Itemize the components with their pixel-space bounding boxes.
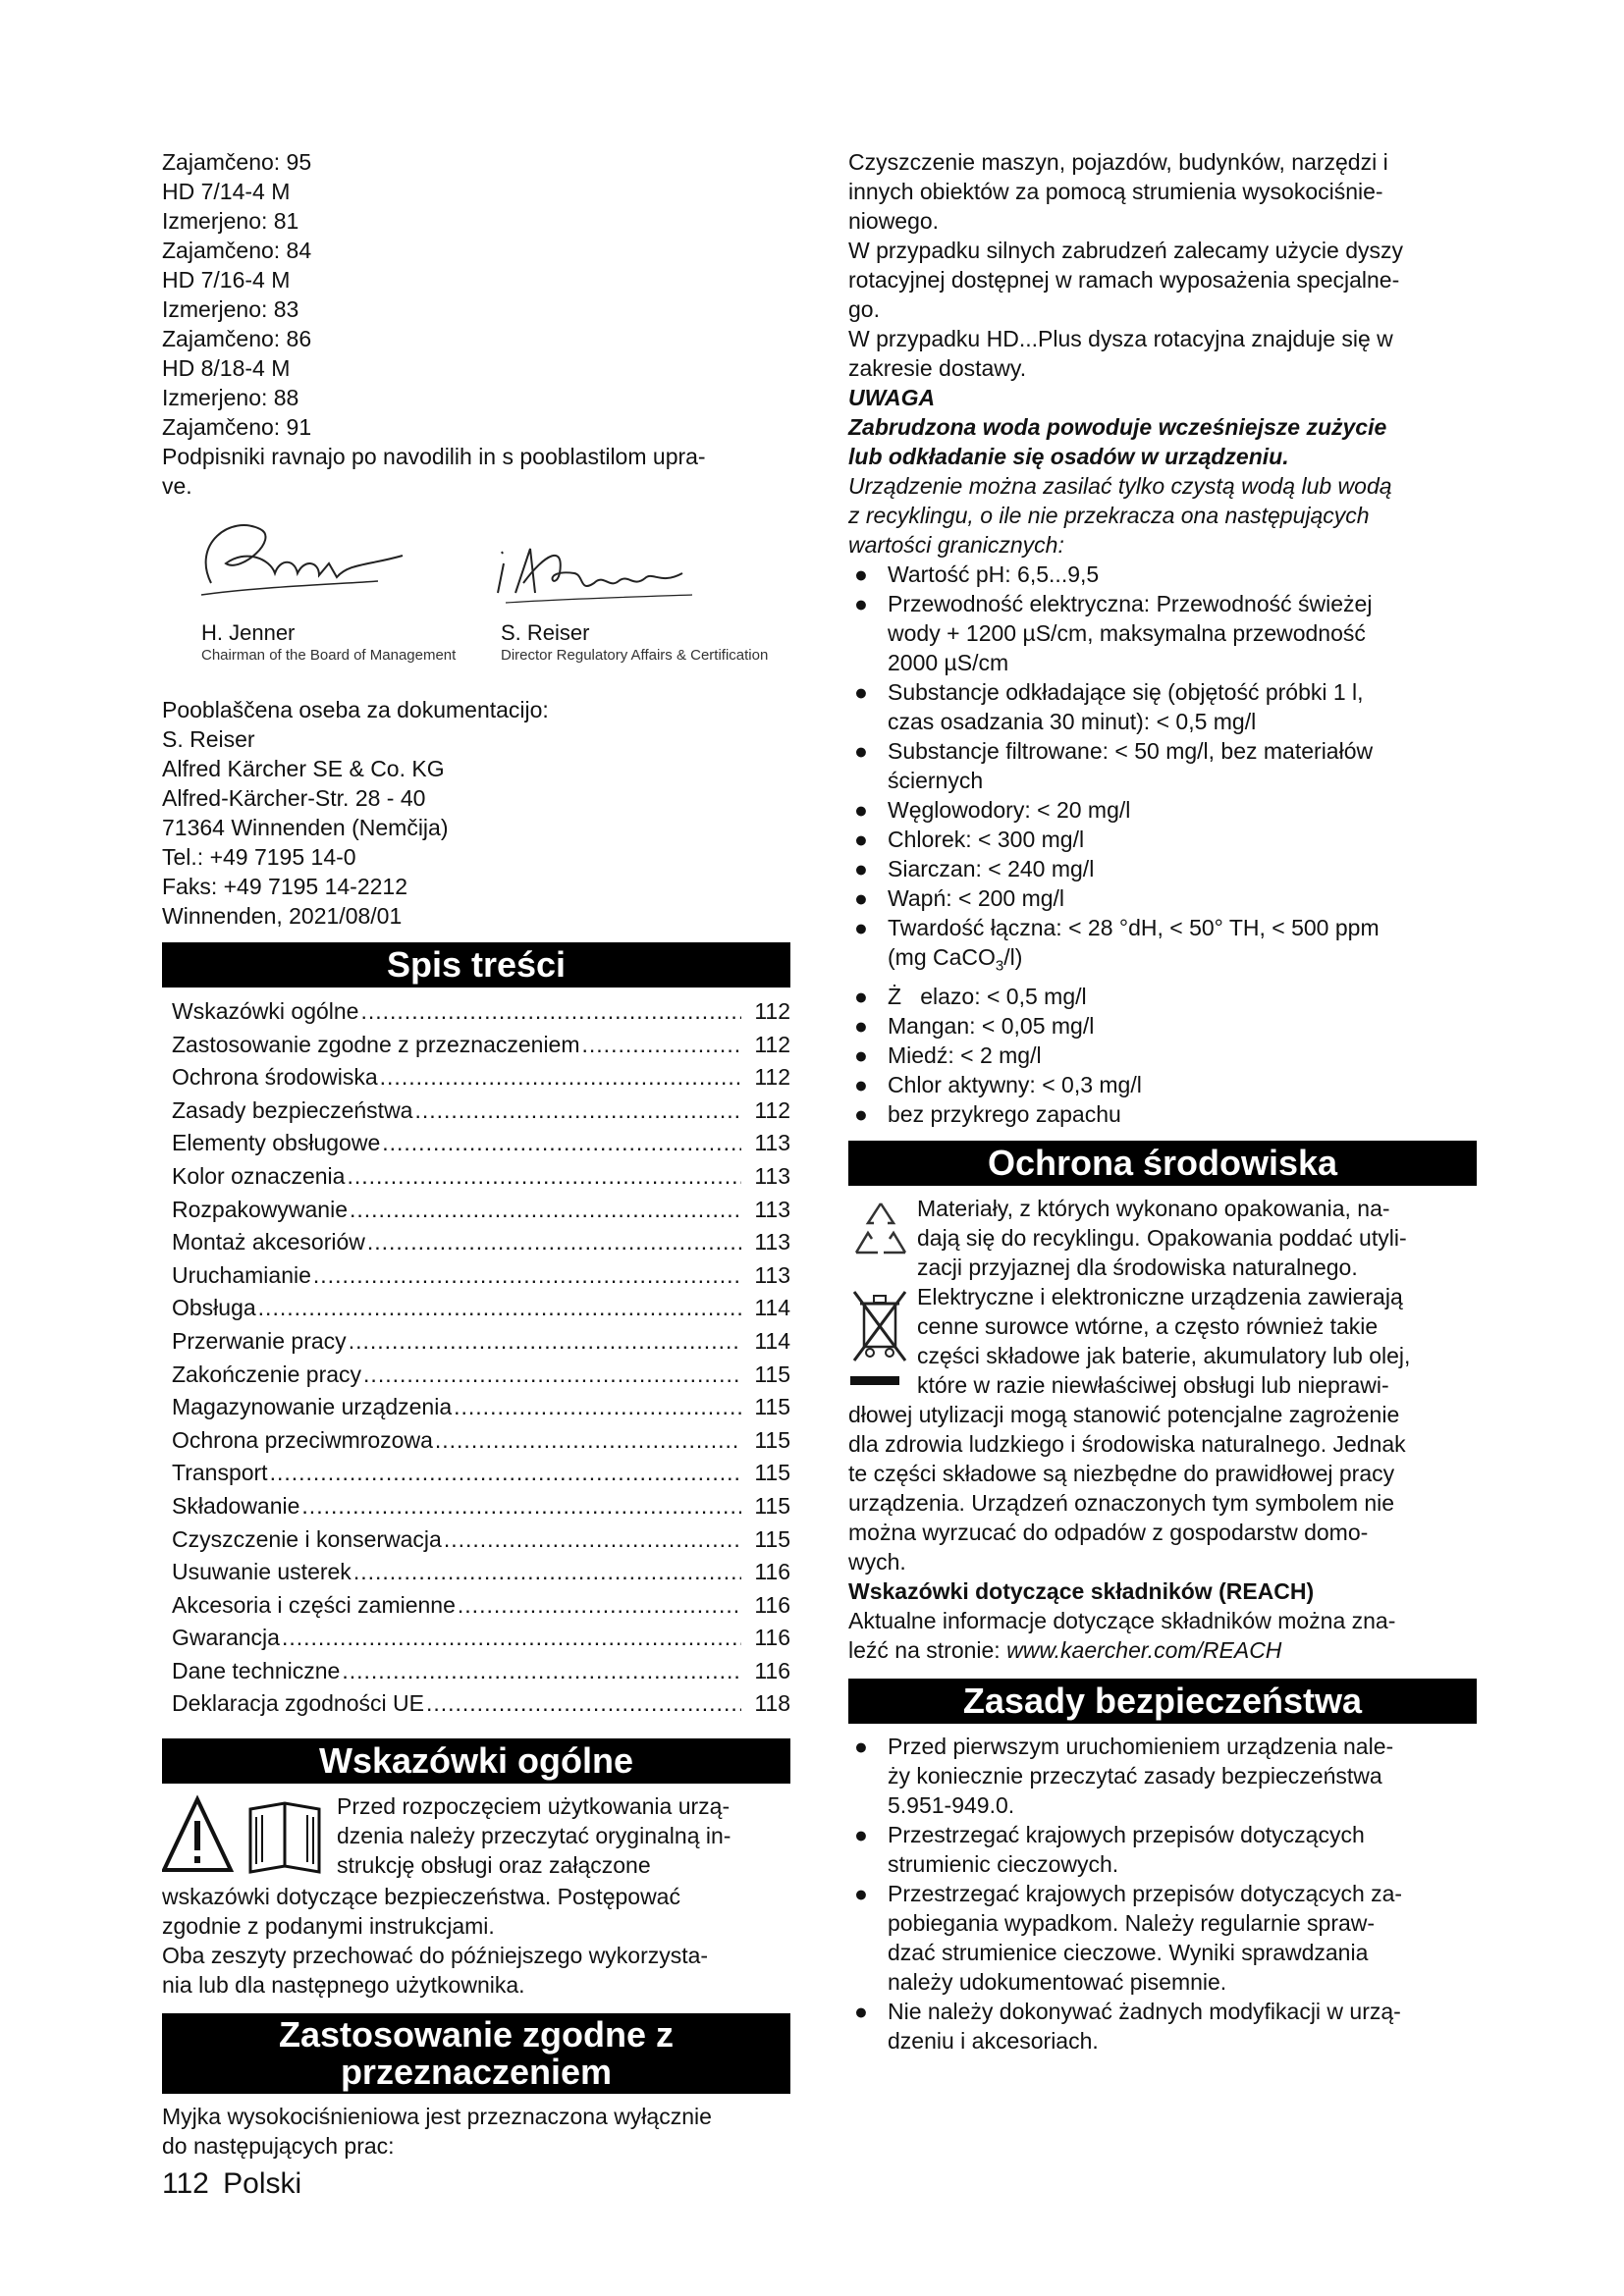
text-line: do następujących prac:	[162, 2133, 395, 2160]
list-item	[848, 913, 1477, 982]
text-line: Aktualne informacje dotyczące składników można zna-	[848, 1607, 1396, 1633]
toc-entry-title: Akcesoria i części zamienne	[172, 1591, 456, 1618]
list-item-text: dzeniu i akcesoriach.	[888, 2027, 1099, 2054]
recycling-text	[913, 1194, 1407, 1282]
toc-entry[interactable]	[162, 1194, 790, 1227]
text-line: strukcję obsługi oraz załączone	[337, 1852, 651, 1879]
toc-entry[interactable]	[162, 1095, 790, 1128]
list-item-text: Przestrzegać krajowych przepisów dotyczących za-	[888, 1880, 1403, 1906]
toc-entry-page: 115	[754, 1525, 790, 1552]
list-item-text: Nie należy dokonywać żadnych modyfikacji w urzą-	[888, 1998, 1401, 2024]
list-item-text: bez przykrego zapachu	[888, 1100, 1121, 1127]
toc-leader	[435, 1424, 741, 1458]
list-item-text: pobiegania wypadkom. Należy regularnie spraw-	[888, 1909, 1376, 1936]
general-heading: Wskazówki ogólne	[162, 1738, 790, 1784]
text-line: Winnenden, 2021/08/01	[162, 903, 403, 929]
hardness-unit-subscript: 3	[995, 957, 1004, 975]
list-item-text: Przestrzegać krajowych przepisów dotyczących	[888, 1821, 1365, 1847]
text-line: W przypadku HD...Plus dysza rotacyjna znajduje się w	[848, 326, 1393, 351]
list-item	[848, 1070, 1477, 1099]
bullet-icon: ●	[854, 1880, 868, 1906]
toc-leader	[349, 1325, 741, 1359]
list-item-text: Wartość pH: 6,5...9,5	[888, 561, 1100, 587]
toc-entry[interactable]	[162, 1226, 790, 1259]
toc-entry-page: 113	[754, 1162, 790, 1189]
bullet-icon: ●	[854, 1100, 868, 1127]
text-line: te części składowe są niezbędne do prawidłowej pracy	[848, 1460, 1395, 1486]
warning-manual-icon	[162, 1791, 329, 1882]
hardness-unit-text: /l)	[1003, 944, 1023, 970]
list-item	[848, 677, 1477, 736]
list-item-text: Ż elazo: < 0,5 mg/l	[888, 983, 1087, 1009]
text-line: Faks: +49 7195 14-2212	[162, 874, 407, 899]
text-line: które w razie niewłaściwej obsługi lub nieprawi-	[917, 1371, 1389, 1398]
bullet-icon: ●	[854, 738, 868, 764]
warning-note: Urządzenie można zasilać tylko czystą wodą lub wodą	[848, 473, 1392, 499]
list-item-text: Wapń: < 200 mg/l	[888, 885, 1065, 911]
signatory-left	[162, 620, 456, 666]
signature-reiser-image	[486, 524, 702, 613]
list-item-text: Chlor aktywny: < 0,3 mg/l	[888, 1071, 1142, 1097]
toc-leader	[380, 1061, 741, 1095]
toc-leader	[582, 1029, 741, 1062]
toc-leader	[367, 1226, 741, 1259]
weee-text	[913, 1282, 1410, 1400]
reach-link[interactable]: www.kaercher.com/REACH	[1006, 1636, 1282, 1663]
text-line: Oba zeszyty przechować do późniejszego wykorzysta-	[162, 1943, 709, 1969]
list-item-text: ściernych	[888, 768, 984, 793]
list-item-text: Mangan: < 0,05 mg/l	[888, 1012, 1095, 1039]
text-line: zacji przyjaznej dla środowiska naturalnego.	[917, 1254, 1358, 1280]
text-line: Przed rozpoczęciem użytkowania urzą-	[337, 1793, 731, 1820]
toc-entry[interactable]	[162, 1127, 790, 1160]
toc-entry-page: 113	[754, 1229, 790, 1255]
toc-entry-page: 112	[754, 998, 790, 1024]
bullet-icon: ●	[854, 1041, 868, 1068]
toc-leader	[414, 1095, 741, 1128]
text-line: wskazówki dotyczące bezpieczeństwa. Postępować	[162, 1884, 680, 1910]
toc-entry-title: Ochrona środowiska	[172, 1064, 378, 1091]
toc-heading: Spis treści	[162, 942, 790, 988]
toc-entry[interactable]	[162, 1292, 790, 1325]
list-item	[848, 883, 1477, 913]
list-item	[848, 1732, 1477, 1820]
toc-entry-page: 112	[754, 1064, 790, 1091]
water-limits-list	[848, 560, 1477, 1129]
toc-entry[interactable]	[162, 995, 790, 1029]
toc-entry[interactable]	[162, 1359, 790, 1392]
text-line: S. Reiser	[162, 726, 255, 752]
text-line: urządzenia. Urządzeń oznaczonych tym symbolem nie	[848, 1489, 1395, 1516]
intended-use-text	[848, 147, 1477, 383]
text-line: Izmerjeno: 88	[162, 385, 299, 410]
toc-entry-page: 116	[754, 1559, 790, 1585]
list-item	[848, 825, 1477, 854]
list-item	[848, 589, 1477, 677]
text-line: Zajamčeno: 86	[162, 326, 312, 351]
bullet-icon: ●	[854, 797, 868, 823]
reach-text: leźć na stronie:	[848, 1636, 1007, 1663]
warning-label: UWAGA	[848, 385, 936, 410]
list-item-text: strumienic cieczowych.	[888, 1850, 1119, 1877]
toc-entry-page: 115	[754, 1394, 790, 1420]
toc-leader	[426, 1687, 741, 1721]
toc-leader	[353, 1556, 741, 1589]
safety-heading: Zasady bezpieczeństwa	[848, 1679, 1477, 1724]
bullet-icon: ●	[854, 827, 868, 852]
toc-entry[interactable]	[162, 1523, 790, 1557]
page-footer	[162, 2166, 301, 2202]
text-line: dla zdrowia ludzkiego i środowiska naturalnego. Jednak	[848, 1430, 1406, 1457]
toc-entry-title: Uruchamianie	[172, 1261, 311, 1288]
text-line: nia lub dla następnego użytkownika.	[162, 1972, 525, 1999]
toc-entry[interactable]	[162, 1655, 790, 1688]
text-line: HD 7/14-4 M	[162, 179, 291, 204]
toc-leader	[458, 1589, 741, 1623]
text-line: Izmerjeno: 81	[162, 208, 299, 234]
toc-entry[interactable]	[162, 1029, 790, 1062]
toc-entry[interactable]	[162, 1687, 790, 1721]
text-line: Materiały, z których wykonano opakowania, na-	[917, 1195, 1390, 1221]
toc-entry-title: Gwarancja	[172, 1625, 280, 1651]
left-column	[162, 147, 790, 2161]
general-notice	[162, 1791, 790, 1882]
list-item	[848, 1099, 1477, 1129]
list-item	[848, 795, 1477, 825]
crossed-bin-icon	[848, 1282, 913, 1400]
list-item-text: Miedź: < 2 mg/l	[888, 1041, 1042, 1068]
list-item-text: 5.951-949.0.	[888, 1791, 1015, 1818]
toc-entry-title: Składowanie	[172, 1492, 300, 1519]
toc-leader	[363, 1359, 741, 1392]
toc-leader	[454, 1391, 741, 1424]
warning-note: wartości granicznych:	[848, 532, 1064, 558]
toc-entry-title: Magazynowanie urządzenia	[172, 1394, 453, 1420]
warning-text: lub odkładanie się osadów w urządzeniu.	[848, 444, 1289, 469]
list-item	[848, 854, 1477, 883]
toc-entry[interactable]	[162, 1061, 790, 1095]
text-line: innych obiektów za pomocą strumienia wysokociśnie-	[848, 179, 1383, 204]
list-item	[848, 560, 1477, 589]
text-line: Zajamčeno: 84	[162, 238, 312, 263]
intro-block	[162, 147, 790, 501]
bullet-icon: ●	[854, 1821, 868, 1847]
list-item	[848, 982, 1477, 1011]
toc-entry-title: Zakończenie pracy	[172, 1361, 362, 1387]
bullet-icon: ●	[854, 1071, 868, 1097]
toc-entry[interactable]	[162, 1589, 790, 1623]
text-line: ve.	[162, 473, 192, 499]
text-line: Alfred-Kärcher-Str. 28 - 40	[162, 785, 426, 811]
toc-entry-page: 114	[754, 1327, 790, 1354]
toc-leader	[258, 1292, 741, 1325]
toc-entry-title: Rozpakowywanie	[172, 1196, 348, 1222]
list-item	[848, 1011, 1477, 1041]
table-of-contents	[162, 995, 790, 1721]
text-line: niowego.	[848, 208, 940, 234]
text-line: HD 8/18-4 M	[162, 355, 291, 381]
text-line: zgodnie z podanymi instrukcjami.	[162, 1913, 495, 1940]
list-item-text: Twardość łączna: < 28 °dH, < 50° TH, < 500 ppm	[888, 915, 1380, 940]
general-notice-text	[329, 1791, 731, 1882]
safety-list	[848, 1732, 1477, 2056]
warning-note: z recyklingu, o ile nie przekracza ona następujących	[848, 503, 1370, 528]
signatory-name: H. Jenner	[201, 620, 296, 645]
toc-entry-page: 115	[754, 1460, 790, 1486]
bullet-icon: ●	[854, 885, 868, 911]
toc-entry-title: Kolor oznaczenia	[172, 1162, 346, 1189]
signatory-right	[501, 620, 768, 666]
toc-entry-page: 113	[754, 1261, 790, 1288]
toc-entry-page: 116	[754, 1657, 790, 1683]
text-line: Izmerjeno: 83	[162, 296, 299, 322]
heading-line: przeznaczeniem	[340, 2052, 613, 2093]
bullet-icon: ●	[854, 1733, 868, 1759]
text-line: dają się do recyklingu. Opakowania poddać utyli-	[917, 1224, 1407, 1251]
list-item	[848, 1041, 1477, 1070]
bullet-icon: ●	[854, 1998, 868, 2024]
toc-entry[interactable]	[162, 1391, 790, 1424]
list-item-text: Substancje filtrowane: < 50 mg/l, bez materiałów	[888, 738, 1374, 764]
toc-leader	[347, 1160, 741, 1194]
text-line: Zajamčeno: 95	[162, 149, 312, 175]
list-item-text: wody + 1200 µS/cm, maksymalna przewodność	[888, 620, 1366, 646]
signature-jenner-image	[172, 505, 417, 613]
toc-entry-page: 113	[754, 1130, 790, 1156]
toc-entry-title: Przerwanie pracy	[172, 1327, 347, 1354]
bullet-icon: ●	[854, 1012, 868, 1039]
toc-leader	[360, 995, 741, 1029]
text-line: Myjka wysokociśnieniowa jest przeznaczona wyłącznie	[162, 2104, 712, 2130]
hardness-unit-text: (mg CaCO	[888, 944, 996, 970]
list-item-text: należy udokumentować pisemnie.	[888, 1968, 1227, 1995]
text-line: Pooblaščena oseba za dokumentacijo:	[162, 697, 549, 722]
toc-entry-page: 116	[754, 1591, 790, 1618]
list-item-text: Przewodność elektryczna: Przewodność świeżej	[888, 591, 1373, 616]
toc-entry[interactable]	[162, 1259, 790, 1293]
recycle-icon	[848, 1194, 913, 1280]
text-line: 71364 Winnenden (Nemčija)	[162, 815, 449, 840]
toc-leader	[282, 1622, 741, 1655]
toc-entry-title: Zastosowanie zgodne z przeznaczeniem	[172, 1031, 580, 1057]
toc-leader	[342, 1655, 741, 1688]
toc-entry-title: Transport	[172, 1460, 268, 1486]
toc-entry-page: 116	[754, 1625, 790, 1651]
bullet-icon: ●	[854, 983, 868, 1009]
bullet-icon: ●	[854, 561, 868, 587]
warning-text: Zabrudzona woda powoduje wcześniejsze zużycie	[848, 414, 1387, 440]
text-line: Zajamčeno: 91	[162, 414, 312, 440]
text-line: dzenia należy przeczytać oryginalną in-	[337, 1823, 731, 1849]
toc-leader	[313, 1259, 741, 1293]
list-item-text	[888, 944, 1023, 975]
list-item-text: Substancje odkładające się (objętość próbki 1 l,	[888, 679, 1364, 705]
toc-entry[interactable]	[162, 1424, 790, 1458]
toc-entry-title: Wskazówki ogólne	[172, 998, 359, 1024]
bullet-icon: ●	[854, 679, 868, 705]
recycling-notice	[848, 1194, 1477, 1282]
contact-block	[162, 695, 790, 931]
toc-entry-title: Zasady bezpieczeństwa	[172, 1096, 413, 1123]
toc-entry-page: 113	[754, 1196, 790, 1222]
text-line: cenne surowce wtórne, a często również takie	[917, 1312, 1379, 1339]
toc-leader	[301, 1490, 741, 1523]
toc-entry-page: 115	[754, 1492, 790, 1519]
list-item-text: ży koniecznie przeczytać zasady bezpieczeństwa	[888, 1762, 1382, 1789]
signatory-role: Director Regulatory Affairs & Certification	[501, 647, 769, 664]
toc-leader	[382, 1127, 741, 1160]
environment-heading: Ochrona środowiska	[848, 1141, 1477, 1186]
list-item-text: Węglowodory: < 20 mg/l	[888, 797, 1131, 823]
text-line: dłowej utylizacji mogą stanowić potencjalne zagrożenie	[848, 1401, 1400, 1427]
toc-entry-page: 112	[754, 1031, 790, 1057]
toc-entry-title: Elementy obsługowe	[172, 1130, 381, 1156]
toc-entry[interactable]	[162, 1160, 790, 1194]
text-line: go.	[848, 296, 880, 322]
text-line: Czyszczenie maszyn, pojazdów, budynków, narzędzi i	[848, 149, 1388, 175]
bullet-icon: ●	[854, 856, 868, 881]
toc-entry-title: Usuwanie usterek	[172, 1559, 352, 1585]
list-item	[848, 736, 1477, 795]
list-item-text: dzać strumienice cieczowe. Wyniki sprawdzania	[888, 1939, 1369, 1965]
signatory-name: S. Reiser	[501, 620, 590, 645]
toc-entry-title: Czyszczenie i konserwacja	[172, 1525, 442, 1552]
toc-entry-page: 114	[754, 1295, 790, 1321]
text-line: można wyrzucać do odpadów z gospodarstw domo-	[848, 1519, 1369, 1545]
list-item-text: Chlorek: < 300 mg/l	[888, 827, 1085, 852]
text-line: Podpisniki ravnajo po navodilih in s pooblastilom upra-	[162, 444, 706, 469]
bullet-icon: ●	[854, 915, 868, 940]
heading-line: Zastosowanie zgodne z	[278, 2014, 675, 2056]
reach-heading: Wskazówki dotyczące składników (REACH)	[848, 1577, 1315, 1604]
text-line: zakresie dostawy.	[848, 355, 1027, 381]
footer-language: Polski	[223, 2167, 302, 2200]
toc-entry-title: Obsługa	[172, 1295, 256, 1321]
toc-entry-page: 115	[754, 1426, 790, 1453]
toc-leader	[444, 1523, 741, 1557]
toc-entry-title: Deklaracja zgodności UE	[172, 1690, 424, 1717]
text-line: wych.	[848, 1548, 906, 1575]
toc-entry[interactable]	[162, 1556, 790, 1589]
text-line: Elektryczne i elektroniczne urządzenia zawierają	[917, 1283, 1403, 1309]
toc-entry-title: Montaż akcesoriów	[172, 1229, 365, 1255]
list-item	[848, 1879, 1477, 1997]
toc-entry-page: 112	[754, 1096, 790, 1123]
list-item	[848, 1997, 1477, 2056]
weee-notice	[848, 1282, 1477, 1400]
page-number: 112	[162, 2167, 209, 2200]
intended-use-heading	[162, 2013, 790, 2094]
toc-leader	[350, 1194, 741, 1227]
toc-entry[interactable]	[162, 1490, 790, 1523]
signatory-role: Chairman of the Board of Management	[201, 647, 457, 664]
text-line: rotacyjnej dostępnej w ramach wyposażenia specjalne-	[848, 267, 1400, 293]
toc-leader	[270, 1457, 741, 1490]
toc-entry[interactable]	[162, 1622, 790, 1655]
text-line: Tel.: +49 7195 14-0	[162, 844, 356, 870]
toc-entry[interactable]	[162, 1457, 790, 1490]
list-item-text: czas osadzania 30 minut): < 0,5 mg/l	[888, 709, 1257, 734]
text-line: Alfred Kärcher SE & Co. KG	[162, 756, 445, 781]
list-item-text: 2000 µS/cm	[888, 650, 1009, 675]
toc-entry-title: Dane techniczne	[172, 1657, 341, 1683]
text-line: części składowe jak baterie, akumulatory lub olej,	[917, 1342, 1411, 1368]
text-line: HD 7/16-4 M	[162, 267, 291, 293]
bullet-icon: ●	[854, 591, 868, 616]
list-item	[848, 1820, 1477, 1879]
list-item-text: Siarczan: < 240 mg/l	[888, 856, 1095, 881]
toc-entry-page: 118	[754, 1690, 790, 1717]
signature-block	[162, 505, 790, 691]
text-line: W przypadku silnych zabrudzeń zalecamy użycie dyszy	[848, 238, 1404, 263]
right-column	[848, 147, 1477, 2056]
list-item-text: Przed pierwszym uruchomieniem urządzenia nale-	[888, 1733, 1394, 1759]
toc-entry[interactable]	[162, 1325, 790, 1359]
toc-entry-page: 115	[754, 1361, 790, 1387]
text-line	[848, 1635, 1477, 1665]
toc-entry-title: Ochrona przeciwmrozowa	[172, 1426, 433, 1453]
